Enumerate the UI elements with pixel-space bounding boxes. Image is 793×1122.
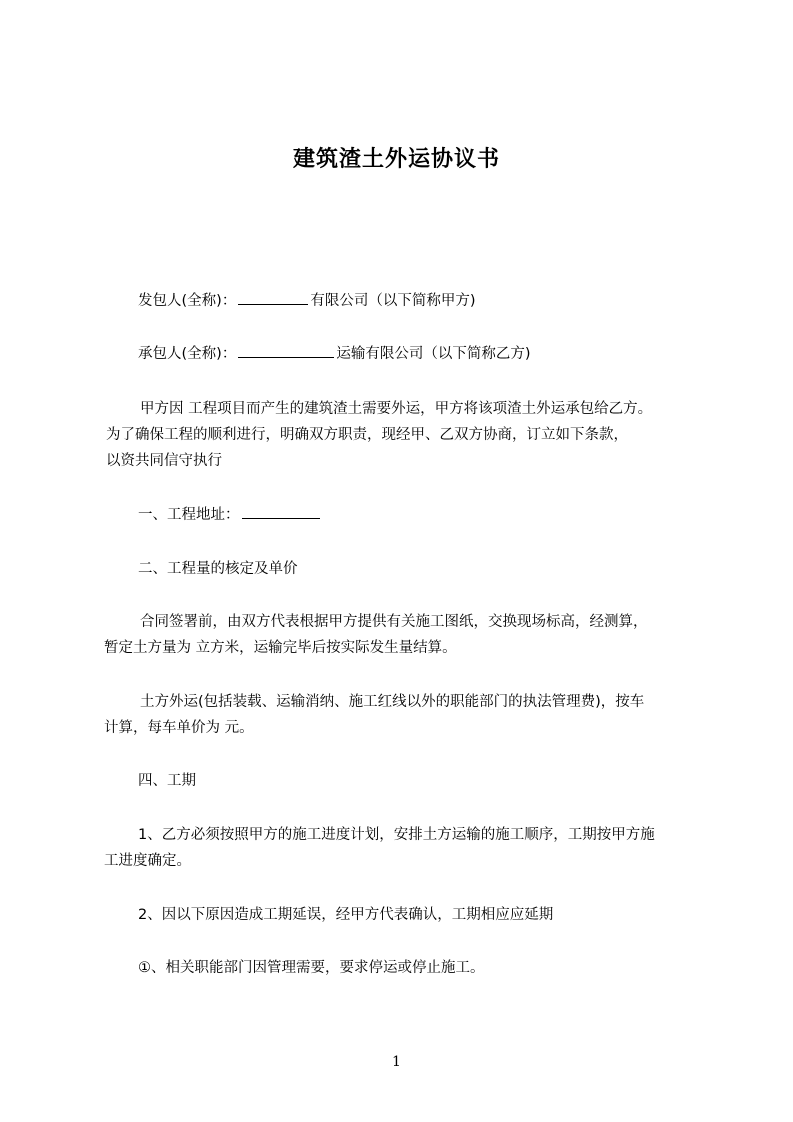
item-2-line-1: 2、因以下原因造成工期延误，经甲方代表确认，工期相应应延期 [138, 907, 554, 923]
intro-line-2: 为了确保工程的顺利进行，明确双方职责，现经甲、乙双方协商，订立如下条款， [106, 427, 628, 443]
item-2-1-line-1: ①、相关职能部门因管理需要，要求停运或停止施工。 [138, 960, 485, 976]
party-b-name-blank [238, 342, 334, 358]
item-1-line-2: 工进度确定。 [104, 853, 191, 869]
section-4-heading: 四、工期 [138, 773, 196, 789]
intro-line-1: 甲方因 工程项目而产生的建筑渣土需要外运，甲方将该项渣土外运承包给乙方。 [140, 401, 653, 417]
section-2-heading: 二、工程量的核定及单价 [138, 561, 298, 577]
document-title: 建筑渣土外运协议书 [292, 147, 500, 172]
party-b-suffix: 运输有限公司（以下简称乙方) [336, 346, 531, 362]
section-1-address [108, 502, 738, 528]
party-a-prefix: 发包人(全称)： [138, 293, 237, 309]
party-a-line [108, 288, 738, 314]
party-b-line [108, 341, 738, 367]
page-number: 1 [392, 1054, 401, 1070]
intro-line-3: 以资共同信守执行 [106, 453, 222, 469]
party-a-name-blank [238, 289, 308, 305]
item-1-line-1: 1、乙方必须按照甲方的施工进度计划，安排土方运输的施工顺序，工期按甲方施 [138, 827, 655, 843]
address-label: 一、工程地址： [138, 507, 240, 523]
party-a-suffix: 有限公司（以下简称甲方) [310, 293, 476, 309]
price-line-1: 土方外运(包括装载、运输消纳、施工红线以外的职能部门的执法管理费)，按车 [140, 694, 645, 710]
party-b-prefix: 承包人(全称)： [138, 346, 237, 362]
quantity-line-2: 暂定土方量为 立方米，运输完毕后按实际发生量结算。 [104, 640, 457, 656]
price-line-2: 计算，每车单价为 元。 [104, 720, 254, 736]
address-blank [242, 503, 320, 519]
quantity-line-1: 合同签署前，由双方代表根据甲方提供有关施工图纸，交换现场标高，经测算， [140, 614, 648, 630]
